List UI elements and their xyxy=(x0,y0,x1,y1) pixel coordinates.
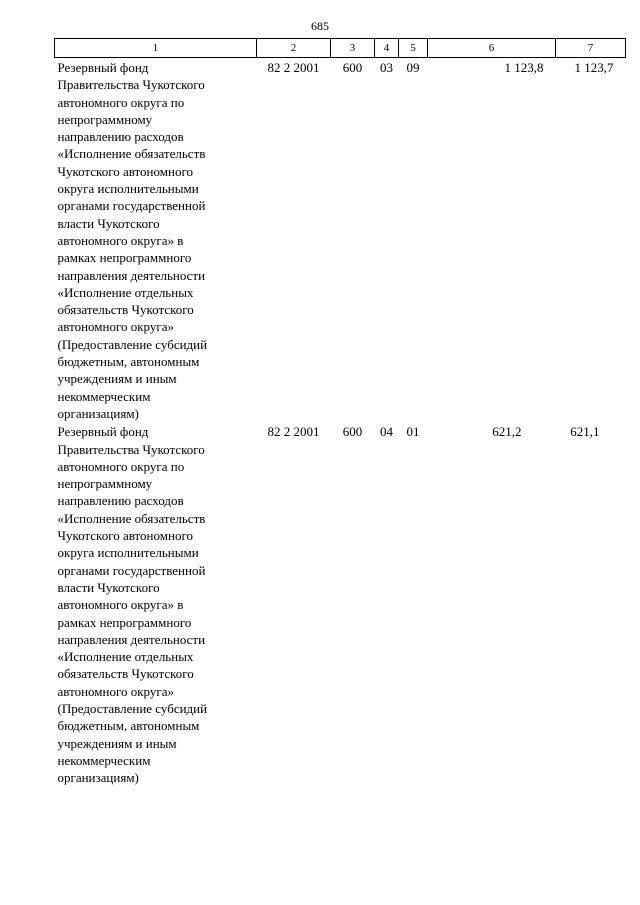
expense-name-line: Чукотского автономного xyxy=(57,528,193,544)
expense-name-line: власти Чукотского xyxy=(57,215,160,231)
budget-table xyxy=(54,38,626,786)
expense-name-line: автономного округа по xyxy=(57,94,185,110)
expense-name-line: автономного округа» в xyxy=(57,232,184,248)
expense-name-line: (Предоставление субсидий xyxy=(57,336,208,352)
expense-name-line: организациям) xyxy=(57,405,139,421)
expense-name-line: Правительства Чукотского xyxy=(57,77,205,93)
expense-name-line: власти Чукотского xyxy=(57,579,160,595)
expense-name-line: округа исполнительными xyxy=(57,545,199,561)
expense-name-line: учреждениям и иным xyxy=(57,735,177,751)
table-row xyxy=(55,422,626,786)
expense-name-line: рамках непрограммного xyxy=(57,614,192,630)
expense-name-line: «Исполнение обязательств xyxy=(57,510,206,526)
expense-name-line: «Исполнение обязательств xyxy=(57,146,206,162)
table-header-row xyxy=(55,39,626,58)
expense-name-line: организациям) xyxy=(57,770,139,786)
column-header-7: 7 xyxy=(556,39,626,58)
expense-name-line: органами государственной xyxy=(57,198,206,214)
page-number: 685 xyxy=(311,19,329,33)
amount-col7-cell: 1 123,7 xyxy=(574,60,614,75)
expense-name-line: бюджетным, автономным xyxy=(57,354,200,370)
expense-name-line: направления деятельности xyxy=(57,267,206,283)
expense-name-line: направлению расходов xyxy=(57,129,184,145)
expense-name-line: (Предоставление субсидий xyxy=(57,700,208,716)
table-row xyxy=(55,58,626,423)
expense-name-line: автономного округа» xyxy=(57,683,174,699)
expense-name-line: автономного округа» xyxy=(57,319,174,335)
column-header-4: 4 xyxy=(375,39,399,58)
column-header-2: 2 xyxy=(257,39,331,58)
expense-name-line: некоммерческим xyxy=(57,388,151,404)
expense-name-line: обязательств Чукотского xyxy=(57,666,194,682)
expense-name-line: «Исполнение отдельных xyxy=(57,649,194,665)
expense-name-line: бюджетным, автономным xyxy=(57,718,200,734)
column-header-5: 5 xyxy=(399,39,428,58)
section-cell: 03 xyxy=(380,60,393,75)
expense-name-line: направлению расходов xyxy=(57,493,184,509)
amount-col6-cell: 1 123,8 xyxy=(504,60,544,75)
expense-name-line: Резервный фонд xyxy=(57,424,149,440)
expense-name-line: автономного округа по xyxy=(57,458,185,474)
subsection-cell: 09 xyxy=(406,60,420,75)
expense-name-line: Чукотского автономного xyxy=(57,163,193,179)
expense-name-line: направления деятельности xyxy=(57,631,206,647)
column-header-3: 3 xyxy=(331,39,375,58)
amount-col7-cell: 621,1 xyxy=(570,424,600,440)
column-header-1: 1 xyxy=(55,39,257,58)
expense-type-cell: 600 xyxy=(342,424,363,440)
target-code-cell: 82 2 2001 xyxy=(267,424,320,440)
expense-name-line: «Исполнение отдельных xyxy=(57,284,194,300)
expense-name-line: некоммерческим xyxy=(57,752,151,768)
subsection-cell: 01 xyxy=(406,424,420,440)
expense-type-cell: 600 xyxy=(342,60,363,75)
target-code-cell: 82 2 2001 xyxy=(267,60,320,75)
expense-name-cell xyxy=(55,58,257,423)
expense-name-line: органами государственной xyxy=(57,562,206,578)
expense-name-cell xyxy=(55,422,257,786)
expense-name-line: обязательств Чукотского xyxy=(57,302,194,318)
expense-name-line: учреждениям и иным xyxy=(57,371,177,387)
column-header-6: 6 xyxy=(428,39,556,58)
expense-name-line: Правительства Чукотского xyxy=(57,441,205,457)
amount-col6-cell: 621,2 xyxy=(492,424,522,440)
expense-name-line: непрограммному xyxy=(57,476,153,492)
expense-name-line: автономного округа» в xyxy=(57,597,184,613)
expense-name-line: непрограммному xyxy=(57,111,153,127)
expense-name-line: Резервный фонд xyxy=(57,60,149,75)
section-cell: 04 xyxy=(380,424,393,440)
expense-name-line: округа исполнительными xyxy=(57,181,199,197)
expense-name-line: рамках непрограммного xyxy=(57,250,192,266)
